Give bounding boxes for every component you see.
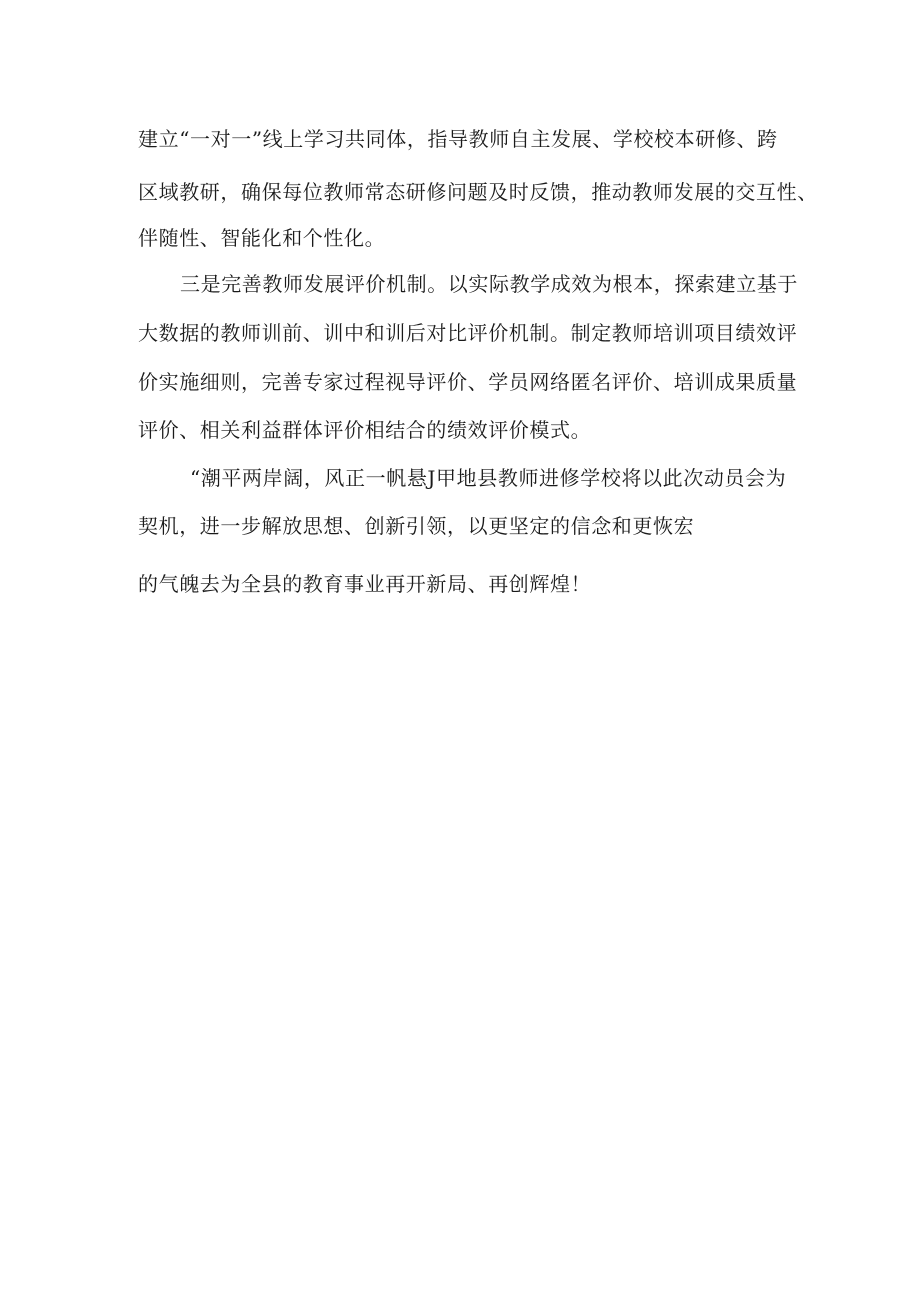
paragraph-1-line-3: 伴随性、智能化和个性化。 (138, 226, 386, 250)
paragraph-2-line-3: 价实施细则，完善专家过程视导评价、学员网络匿名评价、培训成果质量 (138, 370, 798, 394)
paragraph-2-line-2: 大数据的教师训前、训中和训后对比评价机制。制定教师培训项目绩效评 (138, 321, 798, 345)
paragraph-2-line-4: 评价、相关利益群体评价相结合的绩效评价模式。 (138, 418, 592, 442)
paragraph-1-line-1: 建立“一对一”线上学习共同体，指导教师自主发展、学校校本研修、跨 (138, 127, 778, 151)
paragraph-1-line-2: 区域教研，确保每位教师常态研修问题及时反馈，推动教师发展的交互性、 (138, 180, 818, 204)
paragraph-3-line-2: 契机，进一步解放思想、创新引领，以更坚定的信念和更恢宏 (138, 514, 695, 538)
paragraph-2-line-1: 三是完善教师发展评价机制。以实际教学成效为根本，探索建立基于 (180, 272, 798, 296)
paragraph-3-line-3: 的气魄去为全县的教育事业再开新局、再创辉煌！ (138, 572, 592, 596)
paragraph-3-line-1: “潮平两岸阔，风正一帆悬J甲地县教师进修学校将以此次动员会为 (190, 466, 787, 490)
